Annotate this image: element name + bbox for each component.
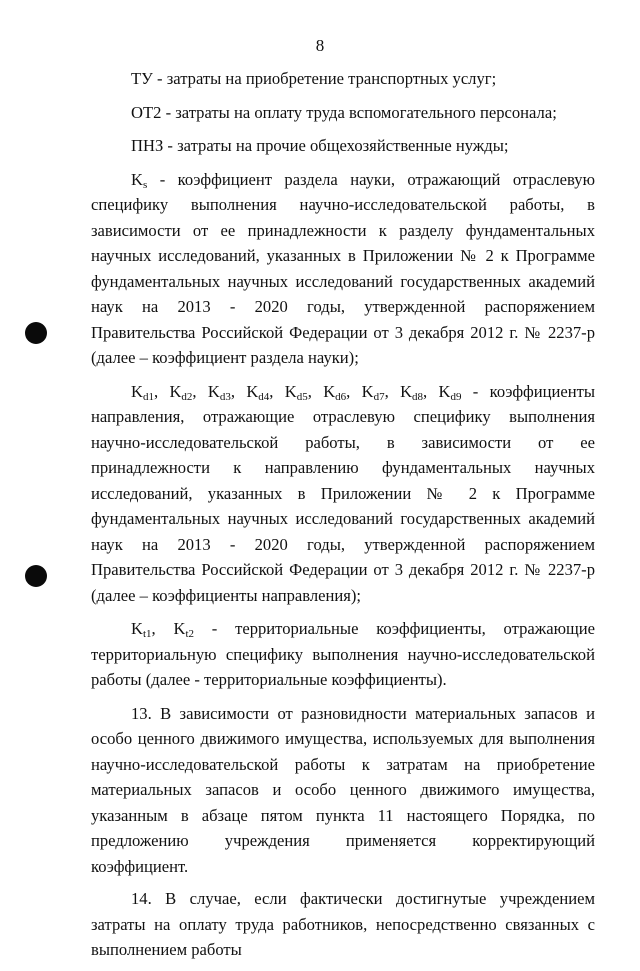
paragraph-text: - территориальные коэффициенты, отражающие территориальную специфику выполнения научно-исследовательской работы (далее - территориальные коэффициенты). xyxy=(91,619,596,689)
separator: , xyxy=(384,381,401,401)
coefficient-subscript: t1 xyxy=(142,628,152,640)
separator: , xyxy=(269,381,285,401)
document-body xyxy=(91,66,595,971)
coefficient-subscript: t2 xyxy=(185,628,195,640)
paragraph-kt xyxy=(91,616,595,693)
separator: , xyxy=(151,619,174,638)
separator: , xyxy=(192,381,208,401)
paragraph-text: - коэффициент раздела науки, отражающий отраслевую специфику выполнения научно-исследовательской работы, в зависимости от ее принадлежности к разделу фундаментальных научных исследований, указанных в Приложении № 2 к Программе фундаментальных научных исследований государственных академий наук на 2013 - 2020 годы, утвержденной распоряжением Правительства Российской Федерации от 3 декабря 2012 г. № 2237-р (далее – коэффициент раздела науки); xyxy=(91,169,595,367)
coefficient-subscript: d6 xyxy=(335,390,347,403)
coefficient-symbol: K xyxy=(131,381,143,401)
paragraph-text: 13. В зависимости от разновидности материальных запасов и особо ценного движимого имущества, используемых для выполнения научно-исследовательской работы к затратам на приобретение материальных запасов и особо ценного движимого имущества, указанным в абзаце пятом пункта 11 настоящего Порядка, по предложению учреждения применяется корректирующий коэффициент. xyxy=(91,703,595,876)
paragraph-ks xyxy=(91,167,595,371)
separator: , xyxy=(423,381,439,401)
coefficient-subscript: d7 xyxy=(373,390,385,403)
paragraph-13 xyxy=(91,701,595,880)
coefficient-symbol: K xyxy=(131,619,143,638)
coefficient-symbol: K xyxy=(131,169,143,189)
coefficient-subscript: d1 xyxy=(142,390,154,403)
paragraph-pnz xyxy=(91,133,595,159)
coefficient-symbol: K xyxy=(438,381,451,401)
coefficient-subscript: s xyxy=(142,178,148,191)
paragraph-kd xyxy=(91,379,595,609)
paragraph-14 xyxy=(91,886,595,963)
coefficient-subscript: d3 xyxy=(219,390,231,403)
punch-hole-icon xyxy=(25,565,47,587)
coefficient-symbol: K xyxy=(207,381,220,401)
separator: , xyxy=(230,381,247,401)
coefficient-symbol: K xyxy=(173,619,186,638)
coefficient-subscript: d8 xyxy=(412,390,424,403)
coefficient-symbol: K xyxy=(361,381,374,401)
paragraph-text: ТУ - затраты на приобретение транспортных услуг; xyxy=(131,69,497,88)
coefficient-subscript: d2 xyxy=(181,390,193,403)
coefficient-symbol: K xyxy=(169,381,182,401)
coefficient-symbol: K xyxy=(284,381,297,401)
separator: , xyxy=(153,381,170,401)
paragraph-ot2 xyxy=(91,100,595,126)
separator: , xyxy=(346,381,362,401)
coefficient-subscript: d4 xyxy=(258,390,270,403)
coefficient-symbol: K xyxy=(400,381,413,401)
coefficient-subscript: d9 xyxy=(450,390,462,403)
paragraph-text: ОТ2 - затраты на оплату труда вспомогательного персонала; xyxy=(131,102,557,122)
coefficient-symbol: K xyxy=(246,381,259,401)
paragraph-text: 14. В случае, если фактически достигнутые учреждением затраты на оплату труда работников, непосредственно связанных с выполнением работы xyxy=(91,889,595,959)
paragraph-tu xyxy=(91,66,595,92)
separator: , xyxy=(307,381,324,401)
paragraph-text: ПНЗ - затраты на прочие общехозяйственные нужды; xyxy=(131,136,509,155)
coefficient-symbol: K xyxy=(323,381,336,401)
paragraph-text: - коэффициенты направления, отражающие отраслевую специфику выполнения научно-исследовательской работы, в зависимости от ее принадлежности к направлению фундаментальных научных исследований, указанных в Приложении № 2 к Программе фундаментальных научных исследований государственных академий наук на 2013 - 2020 годы, утвержденной распоряжением Правительства Российской Федерации от 3 декабря 2012 г. № 2237-р (далее – коэффициенты направления); xyxy=(91,381,596,605)
coefficient-subscript: d5 xyxy=(296,390,308,403)
page-number: 8 xyxy=(315,36,325,55)
punch-hole-icon xyxy=(25,322,47,344)
